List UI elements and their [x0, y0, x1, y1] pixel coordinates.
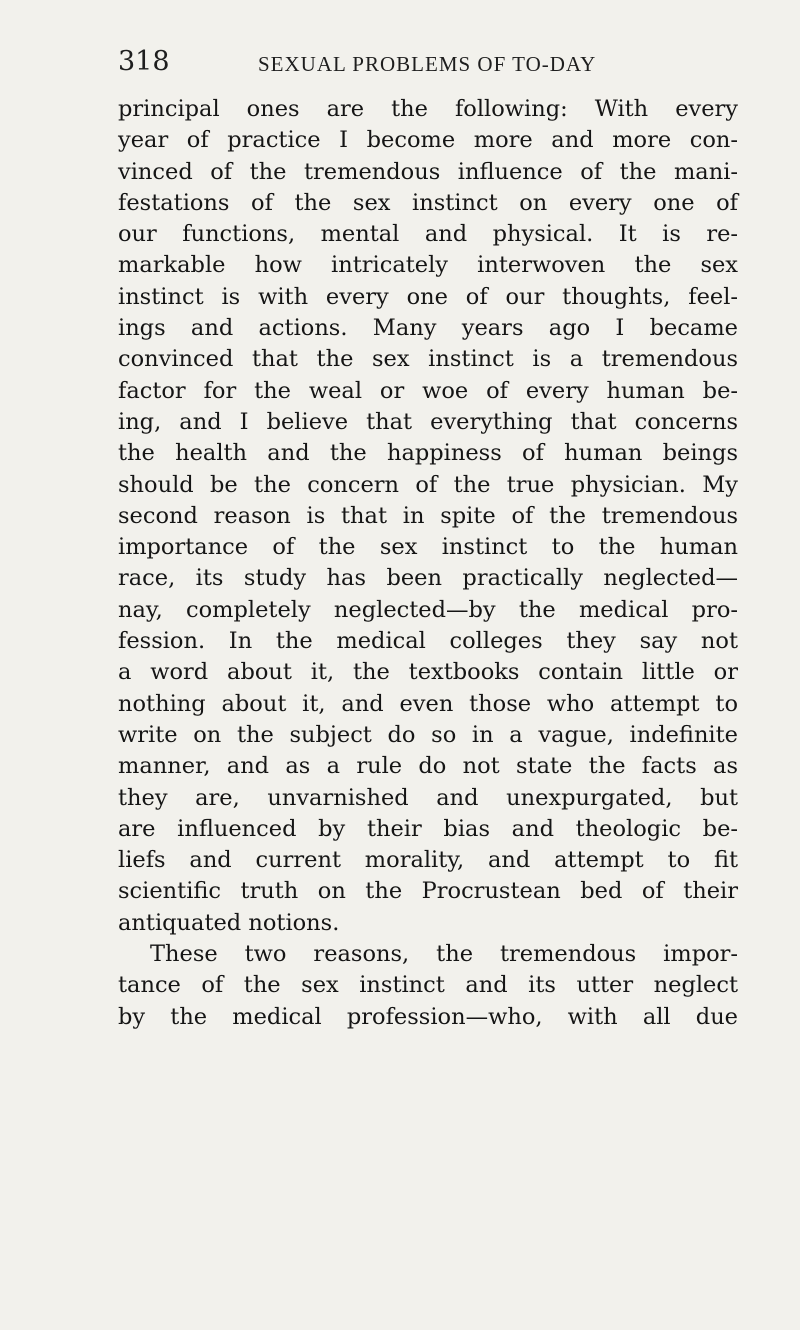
text-line: a word about it, the textbooks contain little or [118, 659, 738, 686]
text-line: antiquated notions. [118, 909, 340, 936]
page-header [118, 44, 738, 84]
text-line: are influenced by their bias and theologic be- [118, 815, 738, 842]
text-line: the health and the happiness of human beings [118, 440, 738, 467]
text-line: vinced of the tremendous influence of the mani- [118, 158, 738, 185]
body-text [118, 94, 738, 1033]
text-line: ings and actions. Many years ago I became [118, 315, 738, 342]
text-line: manner, and as a rule do not state the facts as [118, 753, 738, 780]
text-line: markable how intricately interwoven the sex [118, 252, 738, 279]
text-line: ing, and I believe that everything that concerns [118, 408, 738, 435]
page-number: 318 [118, 46, 170, 77]
text-line: scientific truth on the Procrustean bed of their [118, 878, 738, 905]
text-line: our functions, mental and physical. It is re- [118, 221, 738, 248]
text-line: second reason is that in spite of the tremendous [118, 502, 738, 529]
text-line: write on the subject do so in a vague, indefinite [118, 721, 738, 748]
running-title: SEXUAL PROBLEMS OF TO-DAY [258, 52, 597, 76]
text-line: nothing about it, and even those who attempt to [118, 690, 738, 717]
text-line: factor for the weal or woe of every human be- [118, 377, 738, 404]
text-line: convinced that the sex instinct is a tremendous [118, 346, 738, 373]
text-line: race, its study has been practically neglected— [118, 565, 738, 592]
text-line: year of practice I become more and more con- [118, 127, 738, 154]
text-line: tance of the sex instinct and its utter neglect [118, 972, 738, 999]
text-line: festations of the sex instinct on every one of [118, 189, 738, 216]
text-line: they are, unvarnished and unexpurgated, but [118, 784, 738, 811]
text-line: liefs and current morality, and attempt to fit [118, 847, 738, 874]
text-line: should be the concern of the true physician. My [118, 471, 738, 498]
text-line: by the medical profession—who, with all due [118, 1003, 738, 1030]
text-line: instinct is with every one of our thoughts, feel- [118, 283, 738, 310]
text-line: principal ones are the following: With every [118, 96, 738, 122]
text-line: importance of the sex instinct to the human [118, 534, 738, 561]
text-line: These two reasons, the tremendous impor- [150, 941, 738, 968]
text-line: fession. In the medical colleges they say not [118, 628, 738, 655]
text-line: nay, completely neglected—by the medical pro- [118, 596, 738, 623]
